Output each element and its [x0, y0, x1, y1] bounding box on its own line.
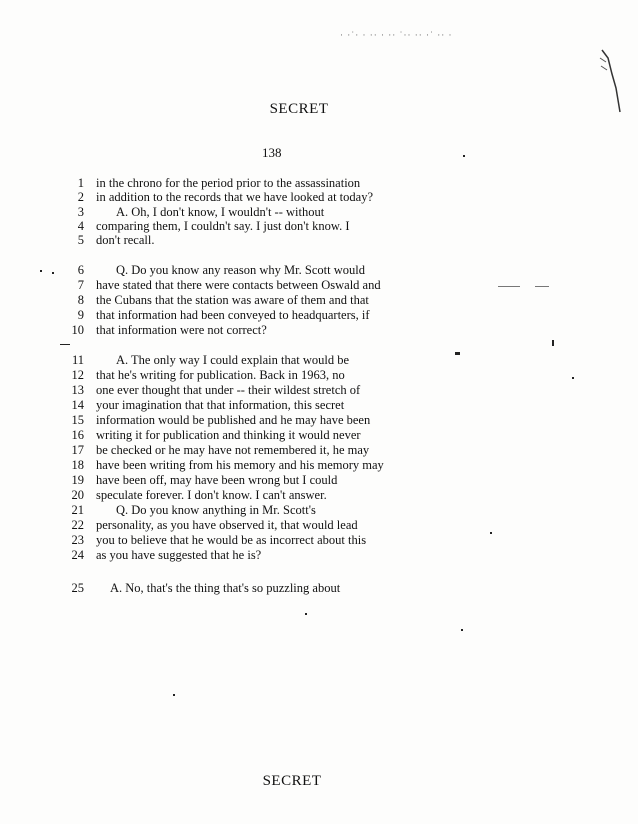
line-text: have stated that there were contacts between Oswald and: [96, 278, 381, 292]
line-number: 20: [71, 488, 84, 502]
line-text: have been writing from his memory and his memory may: [96, 458, 384, 472]
scan-speck: [173, 694, 175, 696]
line-number: 2: [77, 190, 84, 204]
line-number: 8: [77, 293, 84, 307]
line-number: 11: [71, 353, 84, 367]
line-text: personality, as you have observed it, that would lead: [96, 518, 358, 532]
line-text: that information had been conveyed to headquarters, if: [96, 308, 370, 322]
line-number: 14: [71, 398, 84, 412]
line-number: 22: [71, 518, 84, 532]
line-text: information would be published and he may have been: [96, 413, 371, 427]
line-number: 7: [77, 278, 84, 292]
line-number: 15: [71, 413, 84, 427]
line-number: 21: [71, 503, 84, 517]
line-number: 10: [71, 323, 84, 337]
line-number: 16: [71, 428, 84, 442]
page-number: 138: [262, 145, 282, 160]
line-text: A. No, that's the thing that's so puzzling about: [110, 581, 341, 595]
scan-speck: [455, 352, 460, 355]
line-number: 12: [71, 368, 84, 382]
classification-header: SECRET: [269, 101, 329, 117]
line-text: comparing them, I couldn't say. I just don't know. I: [96, 219, 350, 233]
scan-speck: [40, 270, 42, 272]
line-text: the Cubans that the station was aware of them and that: [96, 293, 369, 307]
scan-speck: [498, 286, 520, 287]
line-text: that information were not correct?: [96, 323, 267, 337]
line-number: 13: [71, 383, 84, 397]
line-number: 23: [71, 533, 84, 547]
scan-speck: [461, 629, 463, 631]
line-text: be checked or he may have not remembered it, he may: [96, 443, 370, 457]
line-text: as you have suggested that he is?: [96, 548, 262, 562]
line-text: have been off, may have been wrong but I could: [96, 473, 338, 487]
line-text: your imagination that that information, this secret: [96, 398, 345, 412]
line-text: in the chrono for the period prior to the assassination: [96, 176, 361, 190]
line-text: that he's writing for publication. Back in 1963, no: [96, 368, 345, 382]
line-number: 1: [77, 176, 84, 190]
line-number: 4: [77, 219, 84, 233]
line-number: 9: [77, 308, 84, 322]
line-text: A. Oh, I don't know, I wouldn't -- without: [116, 205, 325, 219]
scan-speck: [490, 532, 492, 534]
scan-speck: [463, 155, 465, 157]
line-number: 18: [71, 458, 84, 472]
classification-footer: SECRET: [262, 773, 322, 789]
line-number: 5: [77, 233, 84, 247]
scan-speck: [572, 377, 574, 379]
scan-speck: [52, 272, 54, 274]
line-number: 6: [77, 263, 84, 277]
scan-speck: [552, 340, 554, 346]
line-number: 17: [71, 443, 84, 457]
scan-speck: [535, 286, 549, 287]
line-text: speculate forever. I don't know. I can't answer.: [96, 488, 327, 502]
scan-speck: [305, 613, 307, 615]
scan-speck: [60, 344, 70, 345]
line-number: 19: [71, 473, 84, 487]
line-text: Q. Do you know any reason why Mr. Scott would: [116, 263, 365, 277]
line-text: one ever thought that under -- their wildest stretch of: [96, 383, 361, 397]
line-number: 3: [77, 205, 84, 219]
line-text: in addition to the records that we have looked at today?: [96, 190, 373, 204]
line-number: 24: [71, 548, 84, 562]
scan-artifact: · ·˙· · ·· · ·· ˙·· ·· ·˙ ·· ·: [340, 30, 453, 40]
line-text: Q. Do you know anything in Mr. Scott's: [116, 503, 316, 517]
line-text: you to believe that he would be as incorrect about this: [96, 533, 367, 547]
line-text: don't recall.: [96, 233, 155, 247]
line-number: 25: [71, 581, 84, 595]
line-text: A. The only way I could explain that would be: [116, 353, 350, 367]
line-text: writing it for publication and thinking it would never: [96, 428, 361, 442]
